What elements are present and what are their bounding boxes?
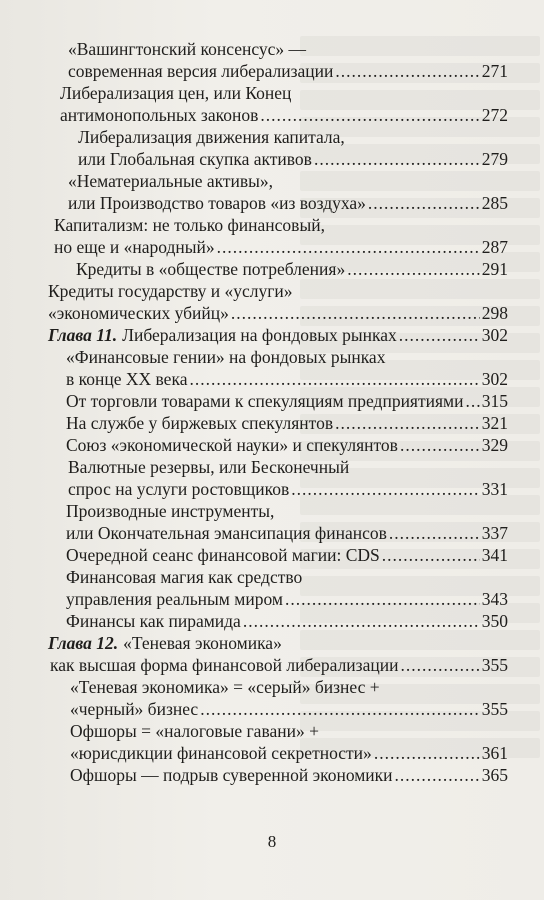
- dot-leader: [189, 368, 479, 390]
- chapter-label: [48, 632, 118, 654]
- toc-entry-title: Производные инструменты,: [66, 501, 275, 521]
- toc-entry-line: [48, 500, 508, 522]
- toc-page-number: 329: [481, 435, 508, 455]
- dot-leader: [314, 148, 480, 170]
- table-of-contents: [48, 38, 508, 786]
- toc-entry-title: спрос на услуги ростовщиков: [68, 479, 290, 499]
- toc-entry-line: [48, 258, 508, 280]
- toc-page-number: 355: [481, 655, 508, 675]
- toc-page-number: 365: [481, 765, 508, 785]
- toc-entry-title: или Глобальная скупка активов: [78, 149, 312, 169]
- toc-entry-title: «экономических убийц»: [48, 303, 229, 323]
- toc-entry: [48, 258, 508, 280]
- page-number: 8: [267, 832, 277, 851]
- toc-page-number: 341: [481, 545, 508, 565]
- toc-entry-line: [48, 742, 508, 764]
- toc-entry-title: Либерализация цен, или Конец: [60, 83, 292, 103]
- toc-entry: [48, 346, 508, 390]
- toc-entry-line: [48, 170, 508, 192]
- toc-page-number: 285: [481, 193, 508, 213]
- toc-entry-line: [48, 588, 508, 610]
- dot-leader: [395, 764, 480, 786]
- toc-entry-line: [48, 38, 508, 60]
- toc-entry-title: управления реальным миром: [66, 589, 283, 609]
- chapter-word: Глава: [48, 633, 92, 653]
- toc-entry-title: Капитализм: не только финансовый,: [54, 215, 325, 235]
- toc-entry-line: [48, 456, 508, 478]
- toc-page-number: 279: [481, 149, 508, 169]
- toc-entry-line: [48, 280, 508, 302]
- toc-page-number: 272: [481, 105, 508, 125]
- toc-entry-line: [48, 192, 508, 214]
- toc-entry-line: [48, 302, 508, 324]
- toc-entry-line: [48, 610, 508, 632]
- toc-entry-title: Офшоры = «налоговые гавани» +: [70, 721, 319, 741]
- toc-entry-title: «Финансовые гении» на фондовых рынках: [66, 347, 386, 367]
- dot-leader: [335, 60, 479, 82]
- toc-entry-title: «Теневая экономика» = «серый» бизнес +: [70, 677, 380, 697]
- toc-entry-line: [48, 324, 508, 346]
- toc-entry-line: [48, 104, 508, 126]
- dot-leader: [400, 654, 479, 676]
- dot-leader: [335, 412, 480, 434]
- toc-page-number: 337: [481, 523, 508, 543]
- dot-leader: [347, 258, 480, 280]
- toc-entry-title: или Производство товаров «из воздуха»: [68, 193, 366, 213]
- toc-entry: [48, 390, 508, 412]
- toc-entry-line: [48, 346, 508, 368]
- toc-entry-title: но еще и «народный»: [54, 237, 215, 257]
- toc-entry: [48, 632, 508, 676]
- toc-entry-title: Либерализация движения капитала,: [78, 127, 345, 147]
- toc-entry-line: [48, 368, 508, 390]
- toc-page-number: 315: [481, 391, 508, 411]
- dot-leader: [399, 324, 480, 346]
- toc-page-number: 343: [481, 589, 508, 609]
- toc-page-number: 271: [481, 61, 508, 81]
- toc-entry-title: «Вашингтонский консенсус» —: [68, 39, 307, 59]
- toc-entry-line: [48, 478, 508, 500]
- toc-entry-line: [48, 566, 508, 588]
- toc-entry-line: [48, 412, 508, 434]
- toc-entry-title: Союз «экономической науки» и спекулянтов: [66, 435, 398, 455]
- toc-entry: [48, 456, 508, 500]
- toc-page-number: 321: [481, 413, 508, 433]
- toc-entry: [48, 500, 508, 544]
- toc-entry-title: «Нематериальные активы»,: [68, 171, 274, 191]
- toc-entry-line: [48, 698, 508, 720]
- toc-entry-title: в конце XX века: [66, 369, 188, 389]
- toc-entry-line: [48, 632, 508, 654]
- toc-entry: [48, 214, 508, 258]
- toc-entry-title: Финансовая магия как средство: [66, 567, 303, 587]
- toc-entry-title: современная версия либерализации: [68, 61, 334, 81]
- toc-entry: [48, 610, 508, 632]
- toc-page-number: 291: [481, 259, 508, 279]
- dot-leader: [368, 192, 480, 214]
- toc-entry-title: антимонопольных законов: [60, 105, 259, 125]
- toc-page-number: 302: [481, 325, 508, 345]
- chapter-label: [48, 324, 117, 346]
- toc-entry-title: «Теневая экономика»: [123, 633, 282, 653]
- toc-entry-line: [48, 148, 508, 170]
- toc-entry-title: как высшая форма финансовой либерализации: [50, 655, 399, 675]
- toc-entry: [48, 324, 508, 346]
- toc-entry-line: [48, 214, 508, 236]
- toc-entry-title: «черный» бизнес: [70, 699, 199, 719]
- toc-entry-title: Кредиты в «обществе потребления»: [76, 259, 346, 279]
- toc-entry-title: На службе у биржевых спекулянтов: [66, 413, 334, 433]
- toc-entry-line: [48, 126, 508, 148]
- toc-entry-line: [48, 764, 508, 786]
- toc-entry: [48, 544, 508, 566]
- toc-entry: [48, 676, 508, 720]
- dot-leader: [260, 104, 479, 126]
- dot-leader: [200, 698, 480, 720]
- toc-page-number: 287: [481, 237, 508, 257]
- toc-entry: [48, 764, 508, 786]
- toc-entry-line: [48, 522, 508, 544]
- toc-entry-line: [48, 82, 508, 104]
- toc-entry: [48, 566, 508, 610]
- toc-entry: [48, 280, 508, 324]
- dot-leader: [400, 434, 480, 456]
- toc-entry-title: Очередной сеанс финансовой магии: CDS: [66, 545, 380, 565]
- toc-entry-line: [48, 654, 508, 676]
- toc-entry: [48, 412, 508, 434]
- toc-entry-title: или Окончательная эмансипация финансов: [66, 523, 387, 543]
- toc-page-number: 350: [481, 611, 508, 631]
- dot-leader: [382, 544, 480, 566]
- toc-page-number: 331: [481, 479, 508, 499]
- dot-leader: [465, 390, 479, 412]
- toc-entry-line: [48, 236, 508, 258]
- toc-entry-line: [48, 720, 508, 742]
- dot-leader: [285, 588, 480, 610]
- chapter-word: Глава: [48, 325, 92, 345]
- toc-entry-line: [48, 544, 508, 566]
- dot-leader: [374, 742, 480, 764]
- toc-entry-title: «юрисдикции финансовой секретности»: [70, 743, 372, 763]
- chapter-number: 11.: [96, 325, 118, 345]
- dot-leader: [243, 610, 480, 632]
- dot-leader: [231, 302, 480, 324]
- toc-entry: [48, 82, 508, 126]
- toc-entry-line: [48, 390, 508, 412]
- toc-page-number: 355: [481, 699, 508, 719]
- toc-page-number: 361: [481, 743, 508, 763]
- toc-entry: [48, 126, 508, 170]
- toc-entry-title: Кредиты государству и «услуги»: [48, 281, 293, 301]
- toc-entry-title: От торговли товарами к спекуляциям предприятиями: [66, 391, 464, 411]
- toc-entry-title: Финансы как пирамида: [66, 611, 241, 631]
- dot-leader: [291, 478, 480, 500]
- toc-entry-title: Офшоры — подрыв суверенной экономики: [70, 765, 393, 785]
- toc-entry-line: [48, 676, 508, 698]
- dot-leader: [217, 236, 480, 258]
- toc-page-number: 298: [481, 303, 508, 323]
- toc-entry: [48, 38, 508, 82]
- toc-entry-line: [48, 434, 508, 456]
- toc-entry-title: Валютные резервы, или Бесконечный: [68, 457, 350, 477]
- toc-page-number: 302: [481, 369, 508, 389]
- toc-entry: [48, 720, 508, 764]
- toc-entry: [48, 170, 508, 214]
- toc-entry: [48, 434, 508, 456]
- toc-entry-title: Либерализация на фондовых рынках: [122, 325, 397, 345]
- chapter-number: 12.: [96, 633, 119, 653]
- dot-leader: [389, 522, 480, 544]
- toc-entry-line: [48, 60, 508, 82]
